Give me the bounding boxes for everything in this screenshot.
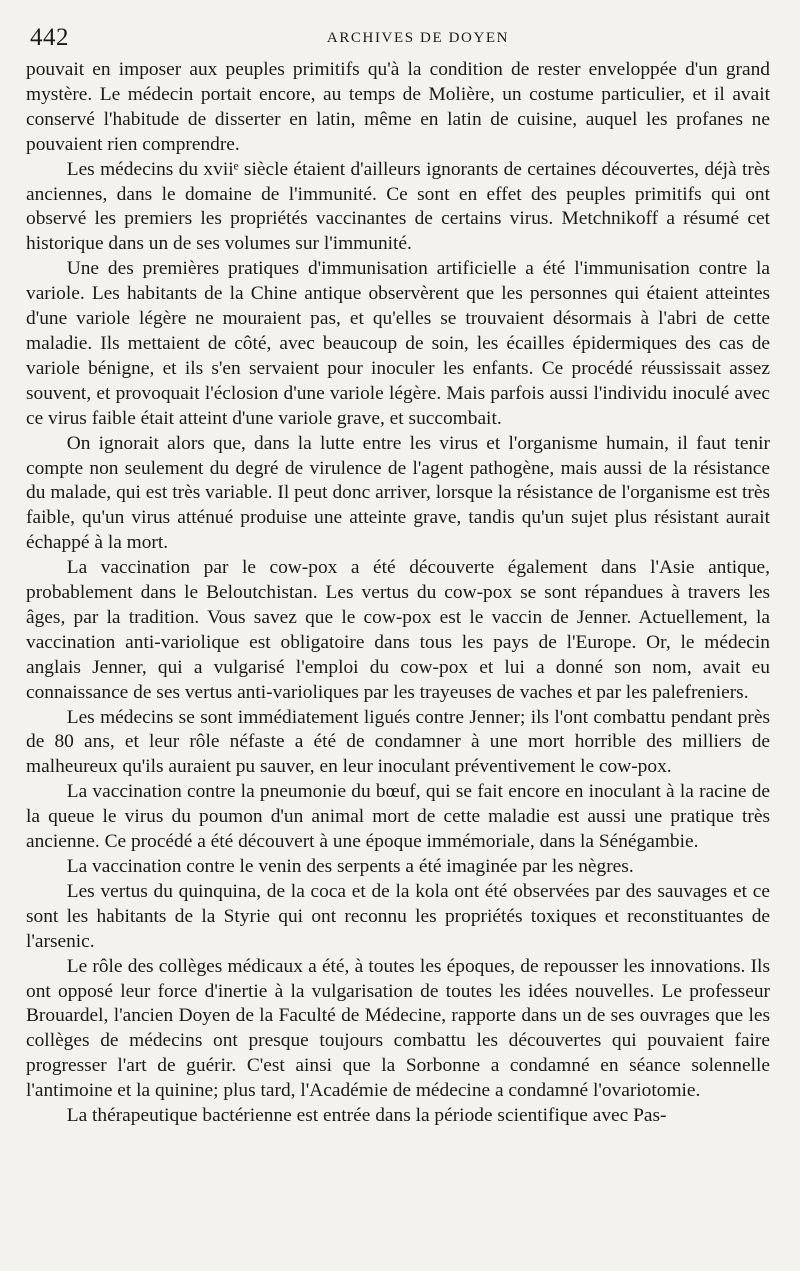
paragraph-7: La vaccination contre la pneumonie du bœuf, qui se fait encore en inoculant à la racine de la queue le virus du poumon d'un animal mort de cette maladie est aussi une pratique très ancienne. Ce procédé a été découvert à une époque immémoriale, dans la Sénégambie. — [26, 781, 770, 853]
paragraph-4: On ignorait alors que, dans la lutte entre les virus et l'organisme humain, il faut tenir compte non seulement du degré de virulence de l'agent pathogène, mais aussi de la résistance du malade, qui est très variable. Il peut donc arriver, lorsque la résistance de l'organisme est très faible, qu'un virus atténué produise une atteinte grave, tandis qu'un sujet plus résistant aurait échappé à la mort. — [26, 432, 770, 554]
body-text — [26, 58, 770, 1129]
paragraph-3: Une des premières pratiques d'immunisation artificielle a été l'immunisation contre la variole. Les habitants de la Chine antique observèrent que les personnes qui étaient atteintes d'une variole légère ne mouraient pas, et qu'elles se trouvaient désormais à l'abri de cette maladie. Ils mettaient de côté, avec beaucoup de soin, les écailles épidermiques des cas de variole bénigne, et ils s'en servaient pour inoculer les enfants. Ce procédé réussissait assez souvent, et provoquait l'éclosion d'une variole légère. Mais parfois aussi l'individu inoculé avec ce virus faible était atteint d'une variole grave, et succombait. — [26, 258, 770, 429]
paragraph-2: Les médecins du xviiᵉ siècle étaient d'ailleurs ignorants de certaines découvertes, déjà très anciennes, dans le domaine de l'immunité. Ce sont en effet des peuples primitifs qui ont observé les premiers les propriétés vaccinantes de certains virus. Metchnikoff a résumé cet historique dans un de ses volumes sur l'immunité. — [26, 158, 770, 255]
page-number: 442 — [30, 24, 69, 51]
paragraph-6: Les médecins se sont immédiatement ligués contre Jenner; ils l'ont combattu pendant près de 80 ans, et leur rôle néfaste a été de condamner à une mort horrible des milliers de malheureux qu'ils auraient pu sauver, en leur inoculant préventivement le cow-pox. — [26, 706, 770, 778]
page-header — [26, 18, 770, 58]
paragraph-11: La thérapeutique bactérienne est entrée dans la période scientifique avec Pas- — [66, 1105, 667, 1127]
running-head: ARCHIVES DE DOYEN — [326, 30, 510, 46]
paragraph-8: La vaccination contre le venin des serpents a été imaginée par les nègres. — [66, 856, 634, 877]
paragraph-10: Le rôle des collèges médicaux a été, à toutes les époques, de repousser les innovations. Ils ont opposé leur force d'inertie à la vulgarisation de toutes les idées nouvelles. Le professeur Brouardel, l'ancien Doyen de la Faculté de Médecine, rapporte dans un de ses ouvrages que les collèges de médecins ont presque toujours combattu les découvertes qui pouvaient faire progresser l'art de guérir. C'est ainsi que la Sorbonne a condamné en séance solennelle l'antimoine et la quinine; plus tard, l'Académie de médecine a condamné l'ovariotomie. — [26, 955, 770, 1102]
paragraph-9: Les vertus du quinquina, de la coca et de la kola ont été observées par des sauvages et ce sont les habitants de la Styrie qui ont reconnu les propriétés toxiques et reconstituantes de l'arsenic. — [26, 880, 770, 952]
paragraph-1: pouvait en imposer aux peuples primitifs qu'à la condition de rester enveloppée d'un grand mystère. Le médecin portait encore, au temps de Molière, un costume particulier, et il avait conservé l'habitude de disserter en latin, même en latin de cuisine, auquel les profanes ne pouvaient rien comprendre. — [26, 59, 770, 155]
paragraph-5: La vaccination par le cow-pox a été découverte également dans l'Asie antique, probablement dans le Beloutchistan. Les vertus du cow-pox se sont répandues à travers les âges, par la tradition. Vous savez que le cow-pox est le vaccin de Jenner. Actuellement, la vaccination anti-variolique est obligatoire dans tous les pays de l'Europe. Or, le médecin anglais Jenner, qui a vulgarisé l'emploi du cow-pox et lui a donné son nom, avait eu connaissance de ses vertus anti-varioliques par les trayeuses de vaches et par les palefreniers. — [26, 557, 770, 703]
